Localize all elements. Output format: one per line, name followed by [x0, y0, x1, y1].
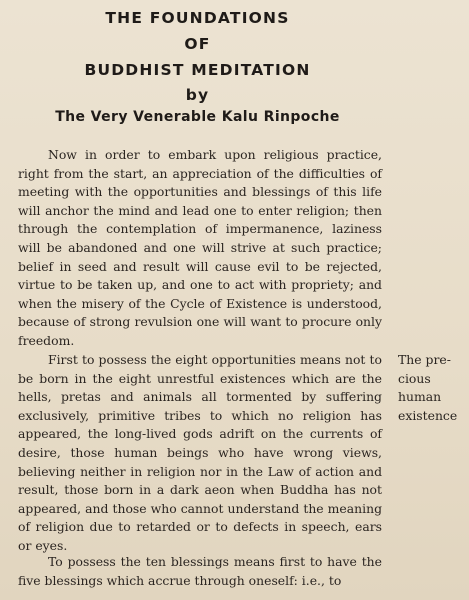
title-line-3: BUDDHIST MEDITATION — [84, 61, 311, 79]
body-paragraph-3 — [18, 553, 382, 590]
paragraph-text: Now in order to embark upon religious practice, right from the start, an appreciation of the difficulties of meeting with the opportunities and blessings of this life will anchor the mind and lead one to enter religion; then through the contemplation of impermanence, laziness will be abandoned and one will strive at such practice; belief in seed and result will cause evil to be rejected, virtue to be taken up, and one to act with propriety; and when the misery of the Cycle of Existence is understood, because of strong revulsion one will want to procure only freedom. — [18, 147, 382, 348]
title-line-4: by — [185, 86, 210, 104]
paragraph-text: First to possess the eight opportunities means not to be born in the eight unrestful existences which are the hells, pretas and animals all tormented by suffering exclusively, primitive tribes to which no religion has appeared, the long-lived gods adrift on the currents of desire, those human beings who have wrong views, believing neither in religion nor in the Law of action and result, those born in a dark aeon when Buddha has not appeared, and those who cannot understand the meaning of religion due to retarded or to defects in speech, ears or eyes. — [18, 352, 382, 553]
margin-note-line: cious — [398, 370, 431, 386]
body-paragraph-1 — [18, 146, 382, 351]
margin-note — [398, 351, 468, 425]
title-line-2: OF — [184, 35, 211, 53]
margin-note-line: human — [398, 389, 442, 405]
paragraph-text: To possess the ten blessings means first to have the five blessings which accrue through oneself: i.e., to — [18, 554, 382, 588]
body-paragraph-2 — [18, 351, 382, 556]
author-line: The Very Venerable Kalu Rinpoche — [55, 109, 340, 125]
margin-note-line: The pre- — [398, 352, 451, 367]
title-line-1: THE FOUNDATIONS — [105, 9, 290, 27]
margin-note-line: existence — [398, 407, 458, 423]
